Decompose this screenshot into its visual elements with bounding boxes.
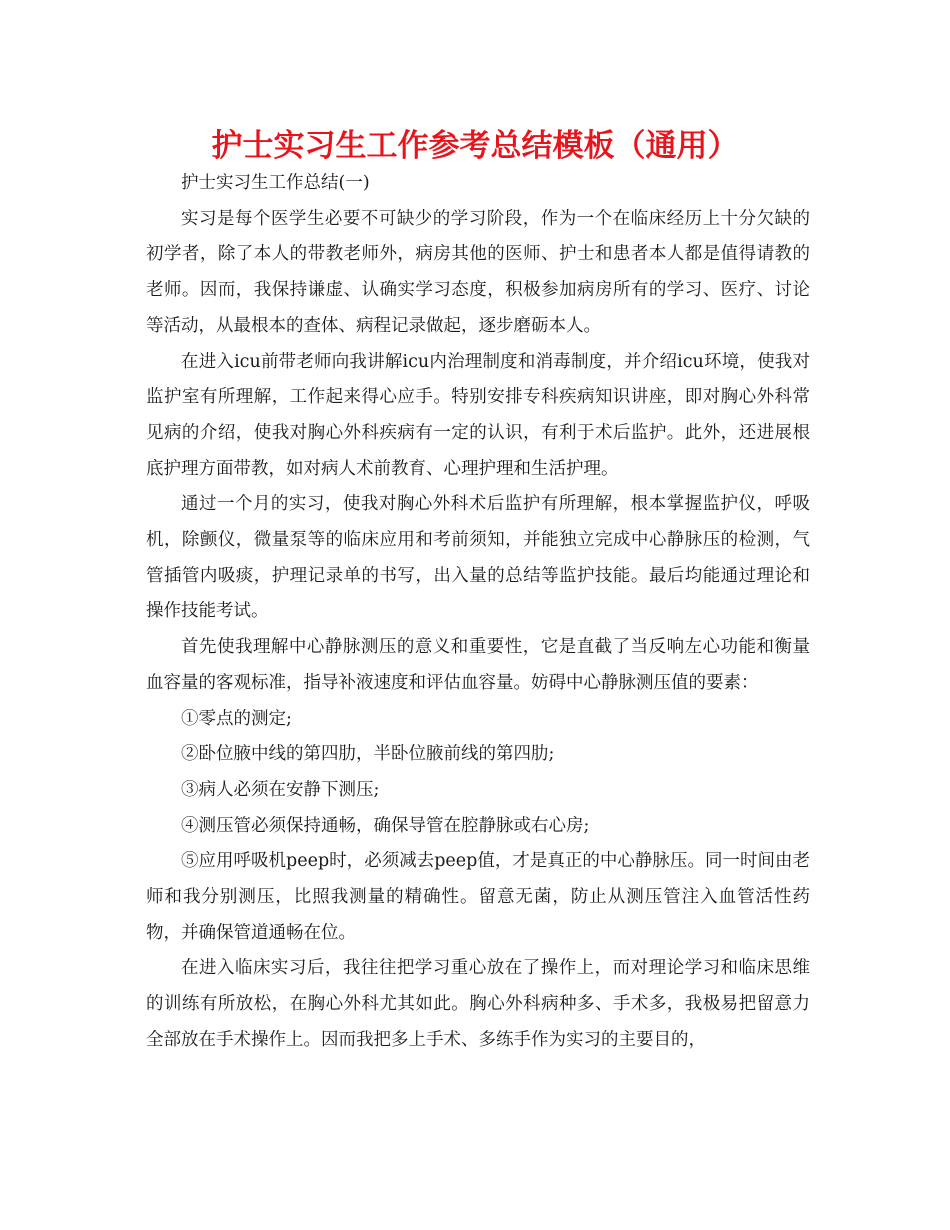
document-title: 护士实习生工作参考总结模板（通用）	[211, 128, 739, 164]
section-subtitle: 护士实习生工作总结(一)	[181, 173, 370, 193]
paragraph-clinical-practice: 在进入临床实习后，我往往把学习重心放在了操作上，而对理论学习和临床思维的训练有所放松，在胸心外科尤其如此。胸心外科病种多、手术多，我极易把留意力全部放在手术操作上。因而我把多上手术、多练手作为实习的主要目的，	[146, 958, 810, 1050]
list-item-cvp-3: ③病人必须在安静下测压;	[181, 779, 380, 800]
paragraph-cvp-intro: 首先使我理解中心静脉测压的意义和重要性，它是直截了当反响左心功能和衡量血容量的客观标准，指导补液速度和评估血容量。妨碍中心静脉测压值的要素：	[146, 637, 810, 693]
document-body	[146, 166, 810, 1059]
list-item-cvp-2: ②卧位腋中线的第四肋，半卧位腋前线的第四肋;	[181, 744, 555, 765]
paragraph-monitoring-skills: 通过一个月的实习，使我对胸心外科术后监护有所理解，根本掌握监护仪，呼吸机，除颤仪，微量泵等的临床应用和考前须知，并能独立完成中心静脉压的检测，气管插管内吸痰，护理记录单的书写，出入量的总结等监护技能。最后均能通过理论和操作技能考试。	[146, 494, 810, 622]
list-item-cvp-4: ④测压管必须保持通畅，确保导管在腔静脉或右心房;	[181, 815, 590, 836]
list-item-cvp-5: ⑤应用呼吸机peep时，必须减去peep值，才是真正的中心静脉压。同一时间由老师和我分别测压，比照我测量的精确性。留意无菌，防止从测压管注入血管活性药物，并确保管道通畅在位。	[146, 851, 810, 943]
paragraph-icu-training: 在进入icu前带老师向我讲解icu内治理制度和消毒制度，并介绍icu环境，使我对监护室有所理解，工作起来得心应手。特别安排专科疾病知识讲座，即对胸心外科常见病的介绍，使我对胸心外科疾病有一定的认识，有利于术后监护。此外，还进展根底护理方面带教，如对病人术前教育、心理护理和生活护理。	[146, 351, 810, 479]
list-item-cvp-1: ①零点的测定;	[181, 708, 292, 729]
paragraph-intro: 实习是每个医学生必要不可缺少的学习阶段，作为一个在临床经历上十分欠缺的初学者，除了本人的带教老师外，病房其他的医师、护士和患者本人都是值得请教的老师。因而，我保持谦虚、认确实学习态度，积极参加病房所有的学习、医疗、讨论等活动，从最根本的查体、病程记录做起，逐步磨砺本人。	[146, 208, 810, 336]
